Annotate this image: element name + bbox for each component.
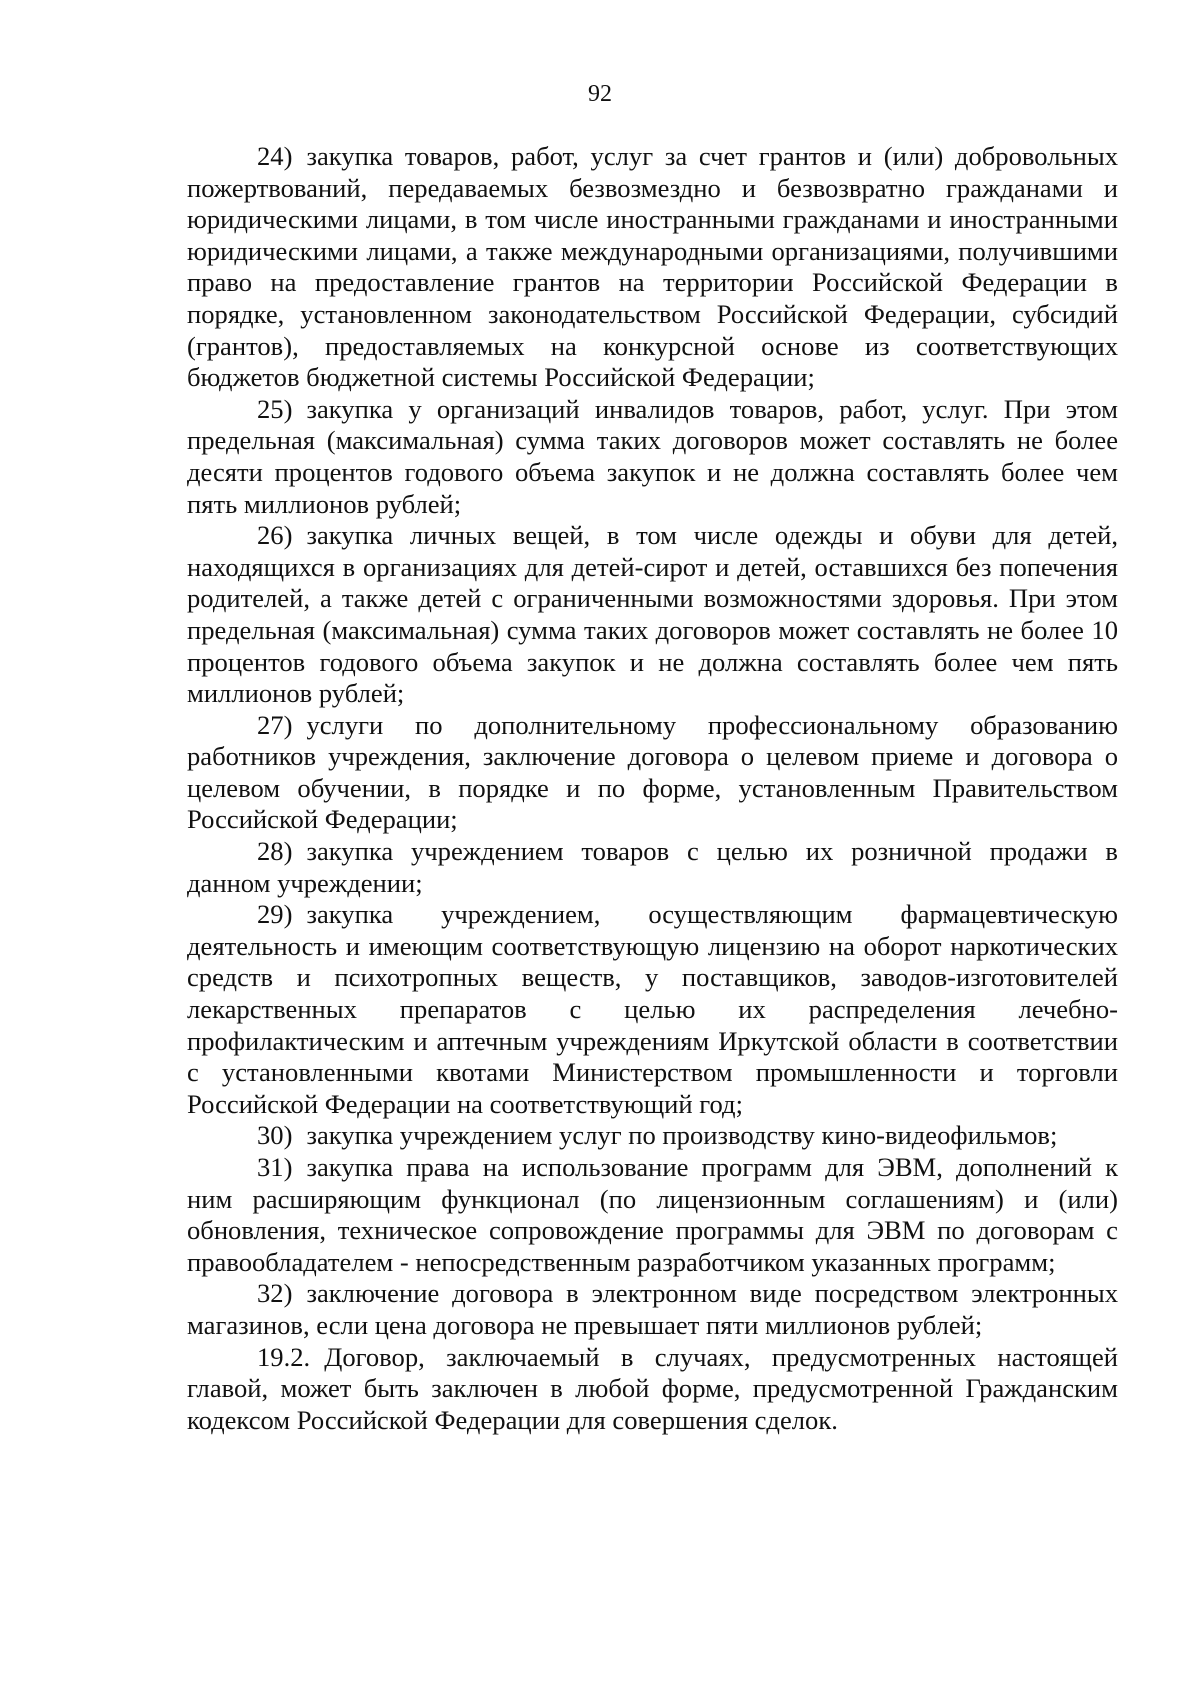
item-text: закупка учреждением, осуществляющим фармацевтическую деятельность и имеющим соответствующую лицензию на оборот наркотических средств и психотропных веществ, у поставщиков, заводов-изготовителей лекарственных препаратов с целью их распределения лечебно-профилактическим и аптечным учреждениям Иркутской области в соответствии с установленными квотами Министерством промышленности и торговли Российской Федерации на соответствующий год;	[187, 899, 1118, 1119]
item-number: 30)	[257, 1120, 293, 1151]
list-item	[187, 1152, 1118, 1278]
item-text: закупка учреждением услуг по производству кино-видеофильмов;	[306, 1120, 1058, 1151]
item-text: заключение договора в электронном виде посредством электронных магазинов, если цена договора не превышает пяти миллионов рублей;	[187, 1278, 1118, 1340]
list-item	[187, 836, 1118, 899]
item-text: закупка у организаций инвалидов товаров, работ, услуг. При этом предельная (максимальная) сумма таких договоров может составлять не более десяти процентов годового объема закупок и не должна составлять более чем пять миллионов рублей;	[187, 393, 1118, 519]
document-body	[187, 141, 1118, 1436]
item-text: закупка товаров, работ, услуг за счет грантов и (или) добровольных пожертвований, передаваемых безвозмездно и безвозвратно гражданами и юридическими лицами, в том числе иностранными гражданами и иностранными юридическими лицами, а также международными организациями, получившими право на предоставление грантов на территории Российской Федерации в порядке, установленном законодательством Российской Федерации, субсидий (грантов), предоставляемых на конкурсной основе из соответствующих бюджетов бюджетной системы Российской Федерации;	[187, 141, 1118, 393]
item-number: 27)	[257, 709, 293, 740]
item-number: 32)	[257, 1278, 293, 1309]
list-item	[187, 394, 1118, 520]
item-number: 26)	[257, 520, 293, 551]
section-paragraph	[187, 1342, 1118, 1437]
item-text: закупка права на использование программ для ЭВМ, дополнений к ним расширяющим функционал (по лицензионным соглашениям) и (или) обновления, техническое сопровождение программы для ЭВМ по договорам с правообладателем - непосредственным разработчиком указанных программ;	[187, 1152, 1118, 1277]
item-text: закупка учреждением товаров с целью их розничной продажи в данном учреждении;	[187, 836, 1118, 898]
list-item	[187, 899, 1118, 1120]
list-item	[187, 141, 1118, 394]
list-item	[187, 1120, 1118, 1152]
item-number: 31)	[257, 1152, 293, 1182]
section-number: 19.2.	[257, 1341, 311, 1372]
list-item	[187, 520, 1118, 710]
item-number: 24)	[257, 141, 293, 171]
item-number: 25)	[257, 393, 293, 424]
list-item	[187, 710, 1118, 836]
page-number: 92	[588, 81, 612, 107]
item-text: услуги по дополнительному профессиональному образованию работников учреждения, заключение договора о целевом приеме и договора о целевом обучении, в порядке и по форме, установленным Правительством Российской Федерации;	[187, 709, 1118, 835]
item-text: закупка личных вещей, в том числе одежды и обуви для детей, находящихся в организациях для детей-сирот и детей, оставшихся без попечения родителей, а также детей с ограниченными возможностями здоровья. При этом предельная (максимальная) сумма таких договоров может составлять не более 10 процентов годового объема закупок и не должна составлять более чем пять миллионов рублей;	[187, 520, 1118, 709]
list-item	[187, 1278, 1118, 1341]
item-number: 29)	[257, 899, 293, 930]
item-number: 28)	[257, 836, 293, 867]
section-text: Договор, заключаемый в случаях, предусмотренных настоящей главой, может быть заключен в любой форме, предусмотренной Гражданским кодексом Российской Федерации для совершения сделок.	[187, 1341, 1118, 1435]
